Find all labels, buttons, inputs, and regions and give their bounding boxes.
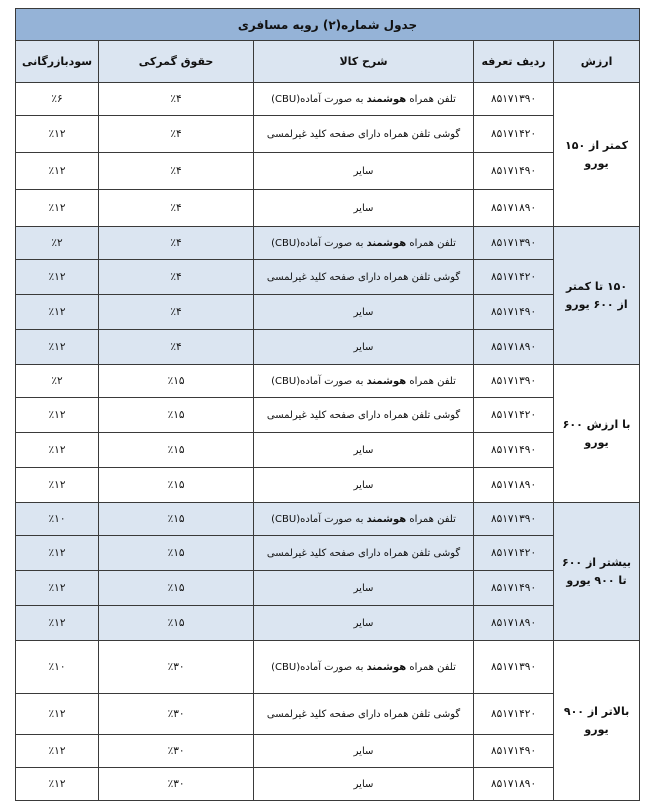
table-row	[16, 116, 640, 153]
tariff-code-cell: ۸۵۱۷۱۳۹۰	[474, 365, 554, 398]
commercial-profit-cell: ٪۱۲	[16, 398, 99, 433]
table-row	[16, 503, 640, 536]
header-commercial-profit: سودبازرگانی	[16, 41, 99, 83]
table-row	[16, 571, 640, 606]
table-row	[16, 398, 640, 433]
customs-duty-cell: ٪۴	[99, 190, 254, 227]
commercial-profit-cell: ٪۱۲	[16, 260, 99, 295]
commercial-profit-cell: ٪۱۲	[16, 536, 99, 571]
table-body	[16, 83, 640, 801]
description-text: سایر	[353, 479, 374, 491]
tariff-code-cell: ۸۵۱۷۱۳۹۰	[474, 227, 554, 260]
commercial-profit-cell: ٪۱۲	[16, 190, 99, 227]
commercial-profit-cell: ٪۱۲	[16, 694, 99, 735]
tariff-code-cell: ۸۵۱۷۱۸۹۰	[474, 468, 554, 503]
description-text: گوشی تلفن همراه دارای صفحه کلید غیرلمسی	[266, 128, 461, 140]
customs-duty-cell: ٪۳۰	[99, 735, 254, 768]
commercial-profit-cell: ٪۱۲	[16, 153, 99, 190]
description-bold-text: هوشمند	[366, 513, 407, 525]
goods-description-cell	[254, 468, 474, 503]
commercial-profit-cell: ٪۱۲	[16, 433, 99, 468]
goods-description-cell	[254, 571, 474, 606]
goods-description-cell	[254, 83, 474, 116]
table-title: جدول شماره(۲) رویه مسافری	[16, 9, 640, 41]
customs-duty-cell: ٪۱۵	[99, 433, 254, 468]
goods-description-cell	[254, 365, 474, 398]
customs-duty-cell: ٪۱۵	[99, 398, 254, 433]
table-row	[16, 433, 640, 468]
customs-duty-cell: ٪۳۰	[99, 694, 254, 735]
commercial-profit-cell: ٪۱۲	[16, 735, 99, 768]
commercial-profit-cell: ٪۲	[16, 365, 99, 398]
description-text: تلفن همراه	[406, 513, 456, 525]
value-range-cell: کمتر از ۱۵۰ یورو	[554, 83, 640, 227]
header-tariff: ردیف تعرفه	[474, 41, 554, 83]
description-text: تلفن همراه	[406, 375, 456, 387]
tariff-code-cell: ۸۵۱۷۱۴۲۰	[474, 398, 554, 433]
goods-description-cell	[254, 398, 474, 433]
tariff-code-cell: ۸۵۱۷۱۴۹۰	[474, 295, 554, 330]
tariff-code-cell: ۸۵۱۷۱۸۹۰	[474, 330, 554, 365]
tariff-code-cell: ۸۵۱۷۱۴۲۰	[474, 116, 554, 153]
description-suffix-text: به صورت آماده(CBU)	[271, 93, 367, 105]
commercial-profit-cell: ٪۱۲	[16, 468, 99, 503]
value-range-cell: بیشتر از ۶۰۰ تا ۹۰۰ یورو	[554, 503, 640, 641]
goods-description-cell	[254, 768, 474, 801]
value-range-cell: ۱۵۰ تا کمتر از ۶۰۰ یورو	[554, 227, 640, 365]
description-text: گوشی تلفن همراه دارای صفحه کلید غیرلمسی	[266, 708, 461, 720]
description-bold-text: هوشمند	[366, 93, 407, 105]
commercial-profit-cell: ٪۱۰	[16, 641, 99, 694]
customs-duty-cell: ٪۱۵	[99, 503, 254, 536]
goods-description-cell	[254, 330, 474, 365]
tariff-code-cell: ۸۵۱۷۱۴۹۰	[474, 571, 554, 606]
goods-description-cell	[254, 503, 474, 536]
description-text: سایر	[353, 582, 374, 594]
description-text: سایر	[353, 444, 374, 456]
customs-duty-cell: ٪۴	[99, 330, 254, 365]
table-row	[16, 260, 640, 295]
commercial-profit-cell: ٪۱۲	[16, 606, 99, 641]
description-bold-text: هوشمند	[366, 661, 407, 673]
goods-description-cell	[254, 641, 474, 694]
table-row	[16, 83, 640, 116]
goods-description-cell	[254, 227, 474, 260]
description-text: تلفن همراه	[406, 661, 456, 673]
description-text: تلفن همراه	[406, 93, 456, 105]
goods-description-cell	[254, 735, 474, 768]
table-row	[16, 330, 640, 365]
header-value: ارزش	[554, 41, 640, 83]
commercial-profit-cell: ٪۱۲	[16, 330, 99, 365]
goods-description-cell	[254, 190, 474, 227]
tariff-code-cell: ۸۵۱۷۱۴۲۰	[474, 694, 554, 735]
customs-duty-cell: ٪۴	[99, 227, 254, 260]
tariff-code-cell: ۸۵۱۷۱۴۹۰	[474, 735, 554, 768]
goods-description-cell	[254, 433, 474, 468]
tariff-code-cell: ۸۵۱۷۱۸۹۰	[474, 190, 554, 227]
goods-description-cell	[254, 295, 474, 330]
tariff-code-cell: ۸۵۱۷۱۳۹۰	[474, 83, 554, 116]
header-customs-duty: حقوق گمرکی	[99, 41, 254, 83]
customs-duty-cell: ٪۱۵	[99, 571, 254, 606]
description-text: گوشی تلفن همراه دارای صفحه کلید غیرلمسی	[266, 547, 461, 559]
customs-duty-cell: ٪۴	[99, 83, 254, 116]
customs-duty-cell: ٪۱۵	[99, 536, 254, 571]
description-text: گوشی تلفن همراه دارای صفحه کلید غیرلمسی	[266, 271, 461, 283]
value-range-cell: با ارزش ۶۰۰ یورو	[554, 365, 640, 503]
description-text: سایر	[353, 617, 374, 629]
table-header-row	[16, 41, 640, 83]
tariff-code-cell: ۸۵۱۷۱۴۲۰	[474, 260, 554, 295]
customs-duty-cell: ٪۴	[99, 116, 254, 153]
goods-description-cell	[254, 606, 474, 641]
tariff-code-cell: ۸۵۱۷۱۴۲۰	[474, 536, 554, 571]
customs-duty-cell: ٪۳۰	[99, 641, 254, 694]
description-text: سایر	[353, 745, 374, 757]
goods-description-cell	[254, 116, 474, 153]
description-bold-text: هوشمند	[366, 375, 407, 387]
description-text: سایر	[353, 306, 374, 318]
table-row	[16, 190, 640, 227]
commercial-profit-cell: ٪۱۲	[16, 116, 99, 153]
description-text: سایر	[353, 165, 374, 177]
customs-duty-cell: ٪۴	[99, 260, 254, 295]
goods-description-cell	[254, 694, 474, 735]
table-title-row	[16, 9, 640, 41]
customs-duty-cell: ٪۱۵	[99, 606, 254, 641]
description-suffix-text: به صورت آماده(CBU)	[271, 237, 367, 249]
description-text: سایر	[353, 341, 374, 353]
commercial-profit-cell: ٪۱۲	[16, 295, 99, 330]
customs-duty-cell: ٪۴	[99, 295, 254, 330]
description-bold-text: هوشمند	[366, 237, 407, 249]
customs-duty-cell: ٪۱۵	[99, 365, 254, 398]
commercial-profit-cell: ٪۱۲	[16, 768, 99, 801]
table-row	[16, 768, 640, 801]
description-text: تلفن همراه	[406, 237, 456, 249]
tariff-code-cell: ۸۵۱۷۱۳۹۰	[474, 641, 554, 694]
table-row	[16, 641, 640, 694]
tariff-code-cell: ۸۵۱۷۱۸۹۰	[474, 606, 554, 641]
tariff-code-cell: ۸۵۱۷۱۴۹۰	[474, 153, 554, 190]
goods-description-cell	[254, 536, 474, 571]
description-suffix-text: به صورت آماده(CBU)	[271, 375, 367, 387]
commercial-profit-cell: ٪۶	[16, 83, 99, 116]
table-row	[16, 468, 640, 503]
commercial-profit-cell: ٪۱۰	[16, 503, 99, 536]
tariff-code-cell: ۸۵۱۷۱۴۹۰	[474, 433, 554, 468]
description-suffix-text: به صورت آماده(CBU)	[271, 513, 367, 525]
table-row	[16, 295, 640, 330]
value-range-cell: بالاتر از ۹۰۰ یورو	[554, 641, 640, 801]
description-suffix-text: به صورت آماده(CBU)	[271, 661, 367, 673]
table-row	[16, 735, 640, 768]
table-row	[16, 606, 640, 641]
goods-description-cell	[254, 153, 474, 190]
goods-description-cell	[254, 260, 474, 295]
table-row	[16, 227, 640, 260]
tariff-code-cell: ۸۵۱۷۱۸۹۰	[474, 768, 554, 801]
header-description: شرح کالا	[254, 41, 474, 83]
customs-duty-cell: ٪۳۰	[99, 768, 254, 801]
description-text: سایر	[353, 778, 374, 790]
document-page	[15, 8, 639, 801]
table-row	[16, 153, 640, 190]
commercial-profit-cell: ٪۲	[16, 227, 99, 260]
description-text: گوشی تلفن همراه دارای صفحه کلید غیرلمسی	[266, 409, 461, 421]
table-row	[16, 694, 640, 735]
customs-duty-cell: ٪۱۵	[99, 468, 254, 503]
table-row	[16, 365, 640, 398]
passenger-tariff-table	[15, 8, 640, 801]
tariff-code-cell: ۸۵۱۷۱۳۹۰	[474, 503, 554, 536]
customs-duty-cell: ٪۴	[99, 153, 254, 190]
table-row	[16, 536, 640, 571]
description-text: سایر	[353, 202, 374, 214]
commercial-profit-cell: ٪۱۲	[16, 571, 99, 606]
